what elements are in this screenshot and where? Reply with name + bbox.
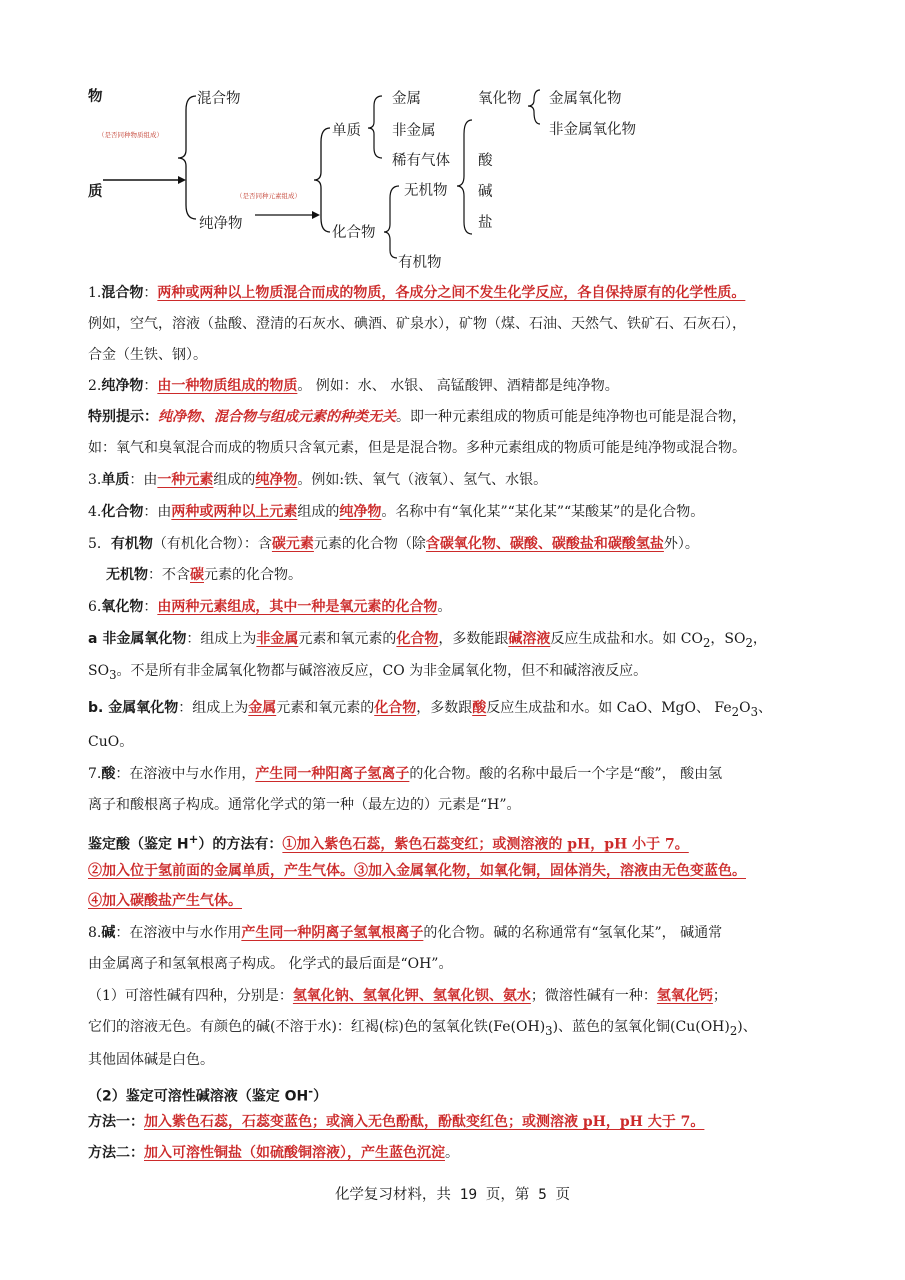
brace-substance	[178, 96, 196, 219]
base-test-header	[88, 1081, 828, 1107]
text: 的化合物。酸的名称中最后一个字是“酸”， 酸由氢	[409, 766, 723, 782]
text: 。例如:铁、氧气（液氧）、氢气、水银。	[297, 472, 548, 488]
section-inorganic	[106, 565, 846, 585]
highlight: 含碳氧化物、碳酸、碳酸盐和碳酸氢盐	[425, 536, 664, 552]
text: )、	[737, 1019, 757, 1035]
tree-organic: 有机物	[398, 255, 442, 271]
acid-test-method-2: ②加入位于氢前面的金属单质，产生气体。	[88, 863, 354, 879]
nonmetal-oxide-line-2	[88, 661, 828, 685]
text: 的化合物。碱的名称通常有“氢氧化某”， 碱通常	[423, 925, 723, 941]
highlight: 化合物	[396, 631, 439, 647]
section-element-substance	[88, 470, 828, 490]
tree-metal: 金属	[392, 91, 421, 107]
section-organic	[88, 534, 828, 554]
colon: ：	[143, 378, 158, 394]
tip-highlight: 纯净物、混合物与组成元素的种类无关	[158, 409, 396, 425]
tree-nonmetal-oxide: 非金属氧化物	[549, 122, 636, 138]
tree-note-substance: （是否同种物质组成）	[98, 131, 163, 139]
method-label: 方法二：	[88, 1145, 144, 1161]
acid-test-header	[88, 829, 828, 855]
text: 元素和氧元素的	[298, 631, 397, 647]
text: ，多数跟	[416, 700, 473, 716]
highlight: 加入紫色石蕊，石蕊变蓝色；或滴入无色酚酞，酚酞变红色；或测溶液 pH，pH 大于 7。	[144, 1114, 705, 1130]
term-base: 碱	[101, 925, 116, 941]
section-metal-oxide	[88, 698, 828, 722]
soluble-bases	[88, 986, 828, 1006]
tree-noble-gas: 稀有气体	[392, 153, 450, 169]
tip-title: 特别提示：	[88, 409, 158, 425]
tree-salt: 盐	[478, 215, 493, 231]
text: ：在溶液中与水作用，	[115, 766, 256, 782]
brace-compound	[384, 186, 399, 258]
text: 、	[758, 700, 772, 716]
term-nonmetal-oxide: a 非金属氧化物	[88, 631, 187, 647]
tree-nonmetal: 非金属	[392, 123, 436, 139]
term-pure: 纯净物	[101, 378, 144, 394]
text: ：由	[143, 504, 172, 520]
brace-inorganic	[457, 120, 472, 234]
acid-test-method-1: ①加入紫色石蕊，紫色石蕊变红；或测溶液的 pH，pH 小于 7。	[282, 836, 689, 853]
acid-line-2: 离子和酸根离子构成。通常化学式的第一种（最左边的）元素是“H”。	[88, 797, 521, 813]
definition-pure: 由一种物质组成的物质	[157, 378, 298, 394]
highlight: 碱溶液	[508, 631, 551, 647]
section-number: 8.	[88, 925, 102, 941]
tree-base: 碱	[478, 184, 493, 200]
text: 。	[445, 1145, 459, 1161]
term-inorganic: 无机物	[106, 567, 148, 583]
text: ；	[712, 988, 727, 1004]
tree-root-top: 物	[88, 89, 103, 105]
tree-pure: 纯净物	[199, 216, 243, 232]
highlight: 酸	[472, 700, 487, 716]
text: 元素和氧元素的	[276, 700, 375, 716]
base-test-method-1	[88, 1112, 828, 1132]
text: 它们的溶液无色。有颜色的碱(不溶于水)：红褐(棕)色的氢氧化铁(Fe(OH)	[88, 1019, 546, 1035]
text: ：组成上为	[178, 700, 249, 716]
tree-arrowhead-main	[178, 176, 186, 184]
text: 。名称中有“氧化某”“某化某”“某酸某”的是化合物。	[381, 504, 705, 520]
text: ：由	[129, 472, 158, 488]
mixture-examples-1: 例如，空气，溶液（盐酸、澄清的石灰水、碘酒、矿泉水），矿物（煤、石油、天然气、铁矿石、石灰石），	[88, 316, 746, 332]
text: 。不是所有非金属氧化物都与碱溶液反应，CO 为非金属氧化物，但不和碱溶液反应。	[116, 663, 648, 679]
highlight: 产生同一种阳离子氢离子	[255, 766, 410, 782]
acid-test-method-3: ③加入金属氧化物，如氧化铜，固体消失，溶液由无色变蓝色。	[354, 863, 746, 879]
text: ，多数能跟	[438, 631, 509, 647]
pure-examples: 。 例如：水、 水银、 高锰酸钾、酒精都是纯净物。	[297, 378, 619, 394]
section-number: 7.	[88, 766, 102, 782]
tree-mixture: 混合物	[197, 91, 241, 107]
highlight: 一种元素	[157, 472, 214, 488]
tree-metal-oxide: 金属氧化物	[549, 91, 622, 107]
term-oxide: 氧化物	[101, 599, 144, 615]
highlight: 加入可溶性铜盐（如硫酸铜溶液），产生蓝色沉淀	[144, 1145, 445, 1161]
text: ：组成上为	[186, 631, 257, 647]
superscript: +	[188, 832, 199, 846]
base-test-title: （2）鉴定可溶性碱溶液（鉴定 OH	[88, 1088, 309, 1105]
highlight: 氢氧化钠、氢氧化钾、氢氧化钡、氨水	[292, 988, 531, 1004]
method-label: 方法一：	[88, 1114, 144, 1130]
term-element-substance: 单质	[101, 472, 130, 488]
base-test-title: ）	[313, 1088, 328, 1105]
section-number: 5．	[88, 536, 111, 552]
base-line-2: 由金属离子和氢氧根离子构成。 化学式的最后面是“OH”。	[88, 956, 453, 972]
tree-oxide: 氧化物	[478, 91, 522, 107]
acid-test-title: ）的方法有：	[198, 836, 283, 853]
term-organic: 有机物	[110, 536, 153, 552]
section-acid	[88, 764, 828, 784]
term-acid: 酸	[101, 766, 116, 782]
tree-note-element: （是否同种元素组成）	[236, 192, 301, 200]
subscript: 2	[702, 635, 711, 650]
tree-inorganic: 无机物	[404, 183, 448, 199]
text: SO	[88, 663, 110, 679]
text: 反应生成盐和水。如 CaO、MgO、 Fe	[486, 700, 732, 716]
tree-root-bottom: 质	[88, 184, 103, 200]
acid-test-method-4: ④加入碳酸盐产生气体。	[88, 893, 242, 909]
text: ：在溶液中与水作用	[115, 925, 242, 941]
highlight: 氢氧化钙	[656, 988, 713, 1004]
subscript: 2	[731, 704, 740, 719]
subscript: 2	[745, 635, 753, 650]
section-number: 3.	[88, 472, 102, 488]
text: )、蓝色的氢氧化铜(Cu(OH)	[552, 1019, 730, 1035]
text: 元素的化合物（除	[313, 536, 426, 552]
text: 。	[437, 599, 452, 615]
term-metal-oxide: b. 金属氧化物	[88, 700, 179, 716]
definition-mixture: 两种或两种以上物质混合而成的物质，各成分之间不发生化学反应，各自保持原有的化学性质。	[157, 285, 746, 301]
acid-test-line-2	[88, 861, 828, 881]
acid-test-line-3	[88, 891, 828, 911]
text: O	[739, 700, 751, 716]
superscript: -	[308, 1084, 314, 1098]
text: 组成的	[213, 472, 256, 488]
text: （有机化合物）：含	[152, 536, 272, 552]
tip-text-2: 如：氧气和臭氧混合而成的物质只含氧元素，但是是混合物。多种元素组成的物质可能是纯净物或混合物。	[88, 440, 746, 456]
tree-compound: 化合物	[332, 225, 376, 241]
soluble-bases-line-3: 其他固体碱是白色。	[88, 1052, 214, 1068]
highlight: 纯净物	[255, 472, 298, 488]
tree-acid: 酸	[478, 153, 493, 169]
highlight: 非金属	[256, 631, 299, 647]
definition-oxide: 由两种元素组成，其中一种是氧元素的化合物	[157, 599, 438, 615]
tree-simple: 单质	[332, 123, 361, 139]
classification-tree-lines	[0, 0, 905, 280]
section-number: 1.	[88, 285, 102, 301]
text: ；微溶性碱有一种：	[530, 988, 657, 1004]
brace-oxide	[528, 90, 540, 124]
text: 反应生成盐和水。如 CO	[550, 631, 703, 647]
page-footer: 化学复习材料，共 19 页，第 5 页	[334, 1187, 571, 1203]
colon: ：	[143, 599, 158, 615]
subscript: 3	[109, 667, 117, 682]
text: ，	[752, 631, 767, 647]
section-oxide	[88, 597, 828, 617]
highlight: 碳元素	[271, 536, 314, 552]
highlight: 产生同一种阴离子氢氧根离子	[241, 925, 424, 941]
section-mixture	[88, 283, 828, 303]
text: ：不含	[148, 567, 190, 583]
special-tip	[88, 407, 828, 427]
section-number: 4.	[88, 504, 102, 520]
section-compound	[88, 502, 828, 522]
text: 外）。	[663, 536, 699, 552]
highlight: 金属	[248, 700, 277, 716]
metal-oxide-line-2: CuO。	[88, 734, 134, 750]
highlight: 纯净物	[339, 504, 382, 520]
highlight: 化合物	[374, 700, 417, 716]
subscript: 2	[729, 1023, 738, 1038]
term-mixture: 混合物	[101, 285, 144, 301]
subscript: 3	[545, 1023, 553, 1038]
soluble-bases-line-2	[88, 1017, 828, 1041]
acid-test-title: 鉴定酸（鉴定 H	[88, 836, 189, 853]
section-number: 6.	[88, 599, 102, 615]
text: 组成的	[297, 504, 340, 520]
tip-text-1: 。即一种元素组成的物质可能是纯净物也可能是混合物，	[396, 409, 746, 425]
text: 元素的化合物。	[204, 567, 302, 583]
colon: ：	[143, 285, 158, 301]
brace-simple	[368, 96, 382, 158]
text: （1）可溶性碱有四种，分别是：	[88, 988, 293, 1004]
section-number: 2.	[88, 378, 102, 394]
tree-arrowhead-pure	[312, 211, 320, 219]
mixture-examples-2: 合金（生铁、钢）。	[88, 347, 207, 363]
subscript: 3	[750, 704, 758, 719]
text: ，SO	[710, 631, 746, 647]
section-nonmetal-oxide	[88, 629, 828, 653]
highlight: 碳	[190, 567, 204, 583]
section-base	[88, 923, 828, 943]
term-compound: 化合物	[101, 504, 144, 520]
section-pure	[88, 376, 828, 396]
base-test-method-2	[88, 1143, 828, 1163]
highlight: 两种或两种以上元素	[171, 504, 298, 520]
